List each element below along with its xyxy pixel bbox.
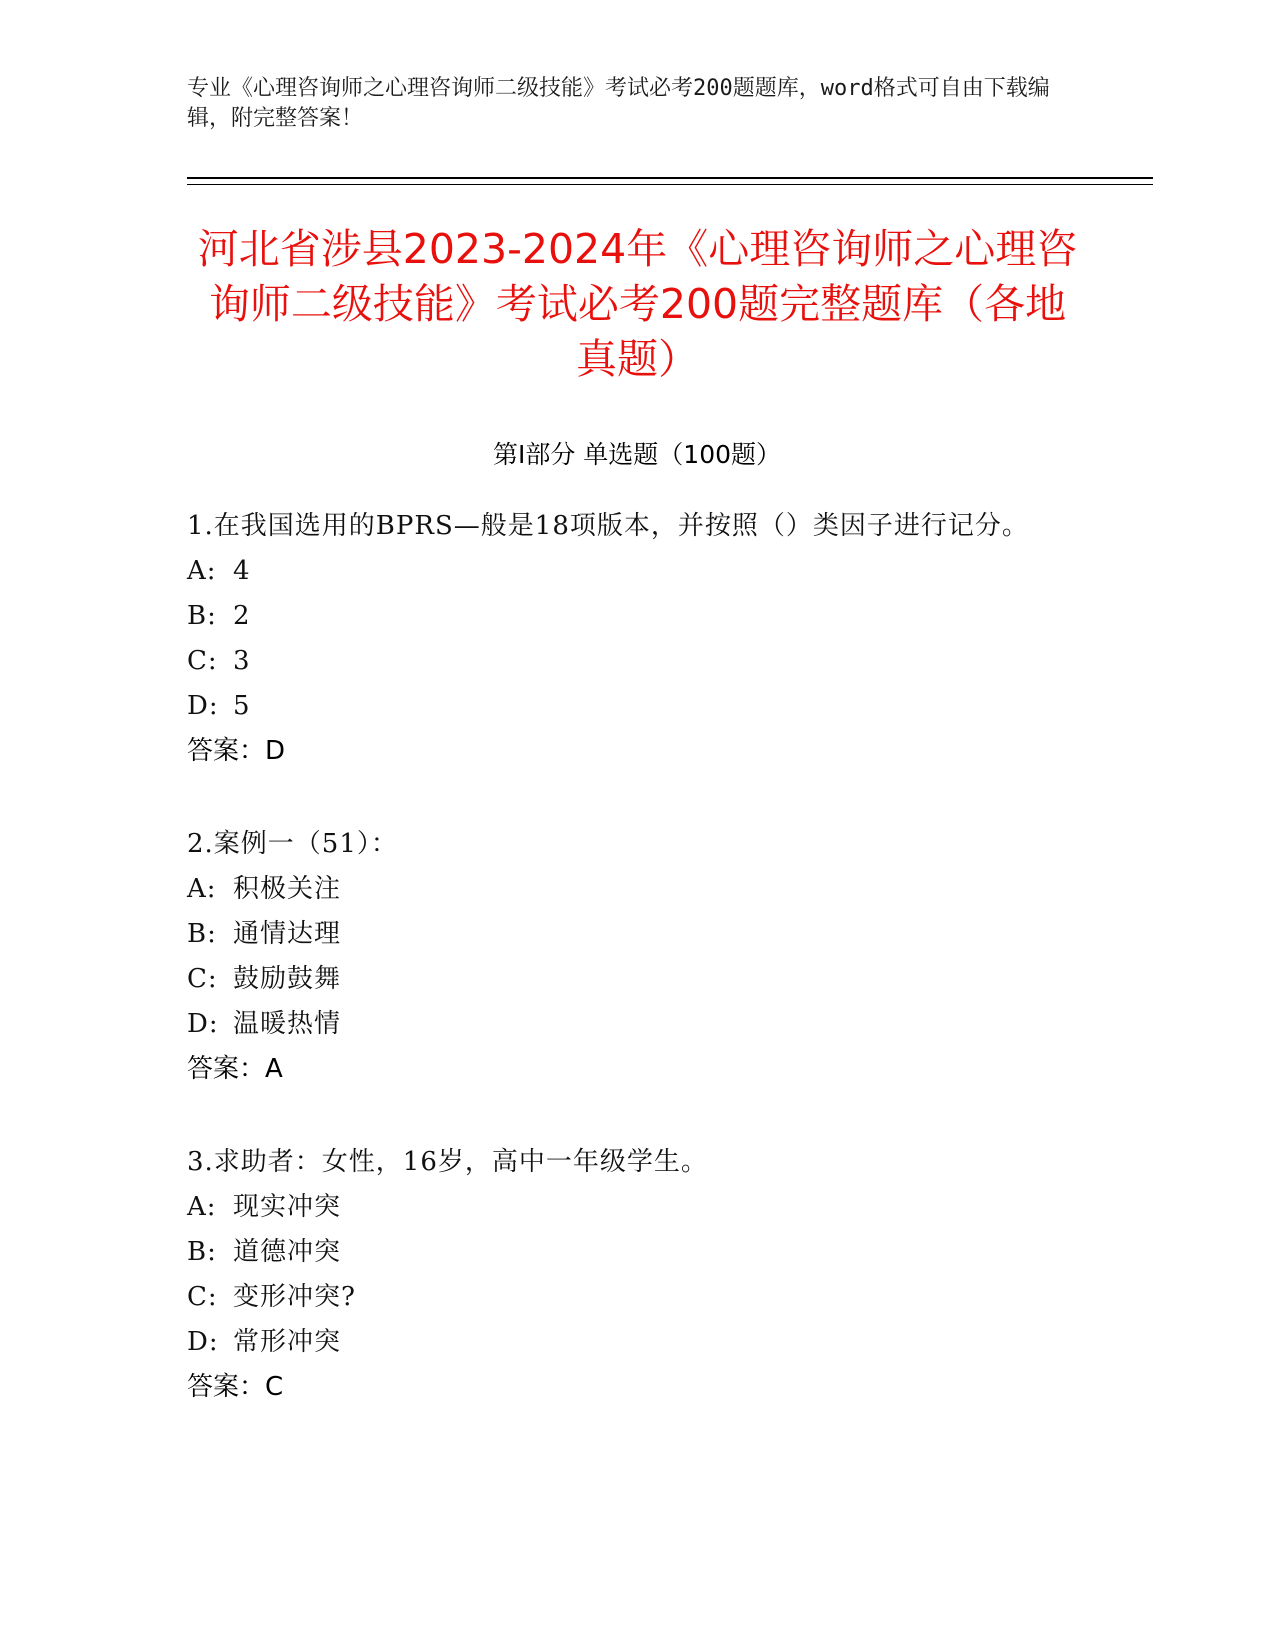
option-label: D: — [187, 1327, 219, 1357]
question-item — [187, 822, 1087, 1092]
option-c — [187, 639, 1087, 684]
document-title: 河北省涉县2023-2024年《心理咨询师之心理咨询师二级技能》考试必考200题完整题库（各地真题） — [197, 225, 1078, 383]
question-stem: 1.在我国选用的BPRS—般是18项版本，并按照（）类因子进行记分。 — [187, 511, 1029, 541]
option-a — [187, 867, 1087, 912]
option-text: 鼓励鼓舞 — [233, 964, 342, 994]
question-stem: 2.案例一（51）： — [187, 829, 398, 859]
option-label: C: — [187, 1282, 218, 1312]
option-text: 5 — [233, 691, 251, 721]
question-item — [187, 1140, 1087, 1410]
option-text: 3 — [233, 646, 251, 676]
option-label: C: — [187, 964, 218, 994]
option-label: B: — [187, 1237, 217, 1267]
answer: 答案：D — [187, 736, 286, 766]
option-text: 积极关注 — [233, 874, 342, 904]
option-label: D: — [187, 691, 219, 721]
option-label: C: — [187, 646, 218, 676]
option-b — [187, 1230, 1087, 1275]
section-title: 第I部分 单选题（100题） — [492, 440, 782, 469]
option-text: 通情达理 — [233, 919, 342, 949]
option-b — [187, 912, 1087, 957]
question-stem: 3.求助者：女性，16岁，高中一年级学生。 — [187, 1147, 708, 1177]
option-label: B: — [187, 919, 217, 949]
option-text: 现实冲突 — [233, 1192, 342, 1222]
header-divider-thick — [187, 177, 1153, 179]
option-text: 2 — [233, 601, 251, 631]
header-note: 专业《心理咨询师之心理咨询师二级技能》考试必考200题题库，word格式可自由下载编辑，附完整答案！ — [187, 76, 1050, 131]
option-a — [187, 1185, 1087, 1230]
answer: 答案：C — [187, 1372, 284, 1402]
option-d — [187, 1002, 1087, 1047]
option-b — [187, 594, 1087, 639]
option-label: A: — [187, 1192, 217, 1222]
option-a — [187, 549, 1087, 594]
option-c — [187, 1275, 1087, 1320]
option-label: D: — [187, 1009, 219, 1039]
option-c — [187, 957, 1087, 1002]
question-item — [187, 504, 1087, 774]
option-d — [187, 1320, 1087, 1365]
option-text: 变形冲突? — [233, 1282, 356, 1312]
header-divider-thin — [187, 184, 1153, 185]
answer: 答案：A — [187, 1054, 283, 1084]
option-d — [187, 684, 1087, 729]
option-label: A: — [187, 556, 217, 586]
option-text: 道德冲突 — [233, 1237, 342, 1267]
option-label: B: — [187, 601, 217, 631]
option-text: 温暖热情 — [233, 1009, 342, 1039]
option-label: A: — [187, 874, 217, 904]
option-text: 常形冲突 — [233, 1327, 342, 1357]
option-text: 4 — [233, 556, 251, 586]
